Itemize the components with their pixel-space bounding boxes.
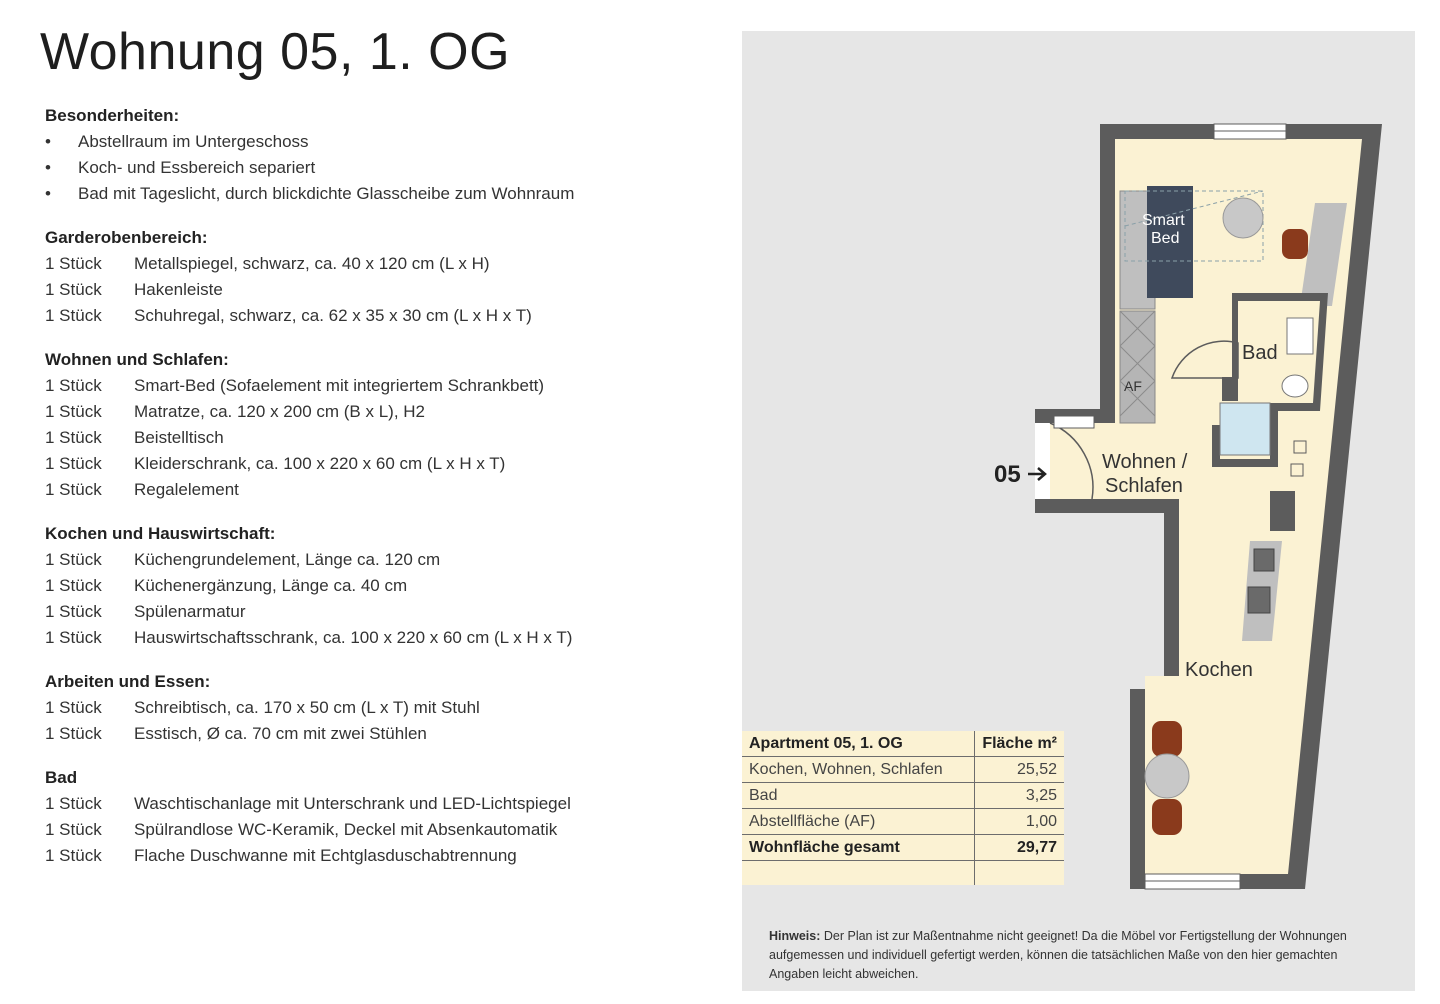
- list-item: [45, 843, 517, 869]
- item-text: Beistelltisch: [134, 428, 224, 447]
- table-row: [742, 783, 1064, 809]
- floor-plan-panel: [742, 31, 1415, 991]
- item-quantity: 1 Stück: [45, 602, 102, 621]
- item-text: Hauswirtschaftsschrank, ca. 100 x 220 x 60 cm (L x H x T): [134, 628, 573, 647]
- table-row: [742, 809, 1064, 835]
- list-item: [45, 477, 239, 503]
- item-quantity: 1 Stück: [45, 698, 102, 717]
- section-heading: Arbeiten und Essen:: [45, 672, 211, 691]
- item-text: Küchenergänzung, Länge ca. 40 cm: [134, 576, 408, 595]
- section-heading: Garderobenbereich:: [45, 228, 208, 247]
- table-cell-value: 3,25: [1025, 787, 1057, 804]
- item-text: Küchengrundelement, Länge ca. 120 cm: [134, 550, 441, 569]
- shower: [1220, 403, 1270, 455]
- table-total-row: [742, 835, 1064, 861]
- table-header-label: Apartment 05, 1. OG: [749, 735, 903, 752]
- list-item: [45, 399, 426, 425]
- list-item: [45, 573, 408, 599]
- section-heading: Kochen und Hauswirtschaft:: [45, 524, 276, 543]
- section-bad: [45, 765, 571, 869]
- note-label: Hinweis:: [769, 929, 821, 943]
- list-item: [45, 547, 441, 573]
- item-quantity: 1 Stück: [45, 480, 102, 499]
- cooktop: [1248, 587, 1270, 613]
- table-cell-label: Bad: [749, 787, 778, 804]
- section-heading: Bad: [45, 768, 78, 787]
- page-title: Wohnung 05, 1. OG: [40, 23, 511, 81]
- table-cell-value: 25,52: [1016, 761, 1057, 778]
- list-item-text: Abstellraum im Untergeschoss: [78, 132, 309, 151]
- area-table: [742, 731, 1064, 885]
- sink: [1254, 549, 1274, 571]
- item-quantity: 1 Stück: [45, 306, 102, 325]
- note-text: Der Plan ist zur Maßentnahme nicht geeignet! Da die Möbel vor Fertigstellung der Wohnungen aufgemessen und individuell gefertigt werden, können die tatsächlichen Maße von den hier gemachten Angaben leicht abweichen.: [769, 929, 1347, 981]
- table-header: [742, 731, 1064, 757]
- list-item: [45, 451, 506, 477]
- section-arbeiten: [45, 669, 480, 747]
- list-item: [45, 181, 575, 207]
- list-item: [45, 373, 545, 399]
- shaft: [1270, 491, 1295, 531]
- label-bed: Bed: [1151, 230, 1180, 247]
- list-item: [45, 599, 275, 625]
- item-text: Regalelement: [134, 480, 239, 499]
- item-text: Hakenleiste: [134, 280, 223, 299]
- dining-chair: [1152, 799, 1182, 835]
- item-quantity: 1 Stück: [45, 376, 102, 395]
- label-smart: Smart: [1142, 212, 1185, 229]
- list-item: [45, 695, 480, 721]
- item-quantity: 1 Stück: [45, 628, 102, 647]
- item-quantity: 1 Stück: [45, 550, 102, 569]
- item-text: Flache Duschwanne mit Echtglasduschabtrennung: [134, 846, 517, 865]
- list-item: [45, 425, 229, 451]
- item-quantity: 1 Stück: [45, 846, 102, 865]
- label-kochen: Kochen: [1185, 659, 1253, 681]
- label-af: AF: [1124, 378, 1142, 394]
- label-wohnen: Wohnen /: [1102, 451, 1188, 473]
- disclaimer-note: [769, 927, 1389, 984]
- dining-chair: [1152, 721, 1182, 757]
- entry-opening: [1035, 423, 1050, 499]
- label-schlafen: Schlafen: [1105, 475, 1183, 497]
- list-item: [45, 129, 309, 155]
- item-text: Schuhregal, schwarz, ca. 62 x 35 x 30 cm (L x H x T): [134, 306, 532, 325]
- list-item: [45, 817, 558, 843]
- section-garderobe: [45, 225, 532, 329]
- bullet: •: [45, 132, 51, 151]
- item-quantity: 1 Stück: [45, 402, 102, 421]
- item-text: Smart-Bed (Sofaelement mit integriertem Schrankbett): [134, 376, 545, 395]
- table-row: [742, 757, 1064, 783]
- desk-chair: [1282, 229, 1308, 259]
- list-item-text: Bad mit Tageslicht, durch blickdichte Glasscheibe zum Wohnraum: [78, 184, 575, 203]
- section-kochen: [45, 521, 573, 651]
- list-item: [45, 277, 223, 303]
- item-quantity: 1 Stück: [45, 576, 102, 595]
- item-text: Spülenarmatur: [134, 602, 246, 621]
- item-quantity: 1 Stück: [45, 454, 102, 473]
- table-total-label: Wohnfläche gesamt: [749, 839, 900, 856]
- item-text: Metallspiegel, schwarz, ca. 40 x 120 cm (L x H): [134, 254, 490, 273]
- table-cell-value: 1,00: [1025, 813, 1057, 830]
- item-text: Esstisch, Ø ca. 70 cm mit zwei Stühlen: [134, 724, 427, 743]
- item-text: Schreibtisch, ca. 170 x 50 cm (L x T) mit Stuhl: [134, 698, 480, 717]
- section-heading: Wohnen und Schlafen:: [45, 350, 229, 369]
- item-quantity: 1 Stück: [45, 820, 102, 839]
- section-heading: Besonderheiten:: [45, 106, 180, 125]
- dining-table: [1145, 754, 1189, 798]
- bullet: •: [45, 184, 51, 203]
- list-item-text: Koch- und Essbereich separiert: [78, 158, 316, 177]
- label-entry-number: 05: [994, 461, 1021, 488]
- list-item: [45, 155, 316, 181]
- table-cell-label: Kochen, Wohnen, Schlafen: [749, 761, 943, 778]
- list-item: [45, 251, 490, 277]
- vent: [1294, 441, 1306, 453]
- item-text: Spülrandlose WC-Keramik, Deckel mit Absenkautomatik: [134, 820, 558, 839]
- vent: [1291, 464, 1303, 476]
- bullet: •: [45, 158, 51, 177]
- list-item: [45, 303, 532, 329]
- label-bad: Bad: [1242, 342, 1278, 364]
- washbasin: [1287, 318, 1313, 354]
- table-cell-label: Abstellfläche (AF): [749, 813, 876, 830]
- table-total-value: 29,77: [1016, 839, 1057, 856]
- item-quantity: 1 Stück: [45, 794, 102, 813]
- table-header-value: Fläche m²: [982, 735, 1057, 752]
- toilet: [1282, 375, 1308, 397]
- item-text: Kleiderschrank, ca. 100 x 220 x 60 cm (L x H x T): [134, 454, 506, 473]
- item-quantity: 1 Stück: [45, 280, 102, 299]
- item-text: Waschtischanlage mit Unterschrank und LED-Lichtspiegel: [134, 794, 571, 813]
- list-item: [45, 625, 573, 651]
- list-item: [45, 721, 427, 747]
- item-quantity: 1 Stück: [45, 428, 102, 447]
- section-besonderheiten: [45, 103, 575, 207]
- side-table: [1223, 198, 1263, 238]
- item-quantity: 1 Stück: [45, 254, 102, 273]
- list-item: [45, 791, 571, 817]
- shoe-rack: [1054, 416, 1094, 428]
- item-quantity: 1 Stück: [45, 724, 102, 743]
- section-wohnen: [45, 347, 545, 503]
- item-text: Matratze, ca. 120 x 200 cm (B x L), H2: [134, 402, 426, 421]
